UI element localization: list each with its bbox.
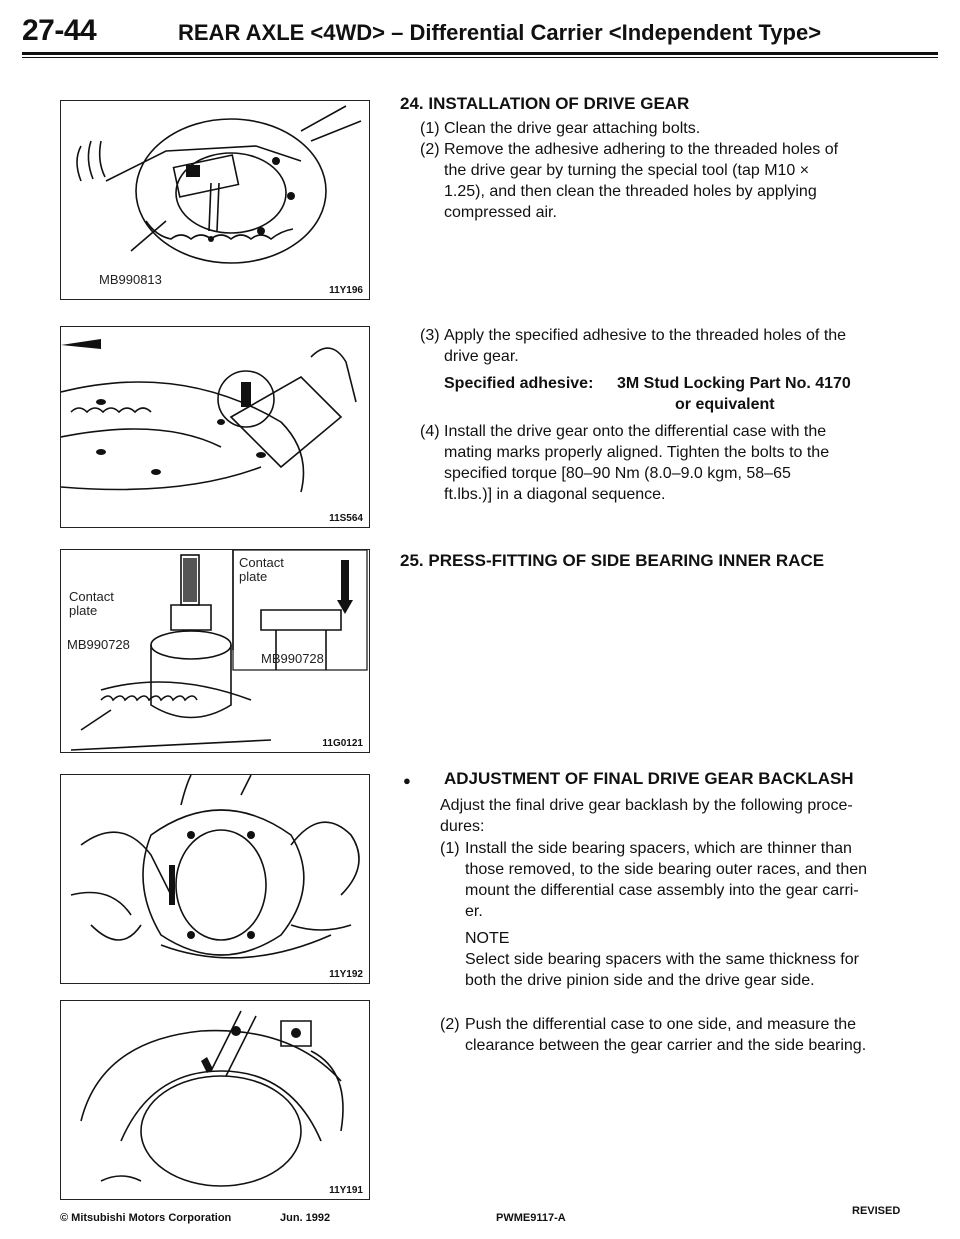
step-text: Remove the adhesive adhering to the threaded holes of (444, 141, 839, 158)
figure-code: 11Y192 (329, 969, 363, 980)
figure-code: 11Y191 (329, 1185, 363, 1196)
header-rule (22, 52, 938, 55)
figure-label-tool: MB990728 (67, 637, 130, 652)
step-text: clearance between the gear carrier and the side bearing. (465, 1037, 867, 1054)
step-text: Apply the specified adhesive to the threaded holes of the (444, 327, 847, 344)
step-text: compressed air. (444, 204, 557, 221)
footer-date: Jun. 1992 (280, 1212, 331, 1224)
footer-copyright: © Mitsubishi Motors Corporation (60, 1212, 232, 1224)
step-text: Clean the drive gear attaching bolts. (444, 120, 701, 137)
page-number: 27-44 (22, 14, 97, 47)
adjustment-intro: dures: (440, 818, 485, 835)
figure-install-case-illustration (61, 775, 369, 983)
step-number: (3) (420, 327, 440, 344)
figure-label-tool-inset: MB990728 (261, 651, 324, 666)
step-text: drive gear. (444, 348, 519, 365)
figure-tap-drive-gear (60, 100, 370, 300)
footer-revised: REVISED (852, 1205, 901, 1217)
step-number: (2) (440, 1016, 460, 1033)
page-title: REAR AXLE <4WD> – Differential Carrier <Independent Type> (178, 20, 822, 45)
figure-label-plate: plate (69, 603, 98, 618)
adjustment-intro: Adjust the final drive gear backlash by the following proce- (440, 797, 853, 814)
step-text: ft.lbs.)] in a diagonal sequence. (444, 486, 666, 503)
figure-code: 11G0121 (322, 738, 363, 749)
section-25-heading: 25. PRESS-FITTING OF SIDE BEARING INNER RACE (400, 551, 825, 570)
figure-measure-clearance (60, 1000, 370, 1200)
bullet-icon: ● (403, 773, 411, 788)
figure-label-tool: MB990813 (99, 272, 162, 287)
step-number: (2) (420, 141, 440, 158)
figure-label-plate-inset: plate (239, 569, 268, 584)
figure-tap-illustration (61, 101, 369, 299)
step-text: Push the differential case to one side, and measure the (465, 1016, 857, 1033)
spec-value: 3M Stud Locking Part No. 4170 (617, 375, 851, 392)
figure-label-contact-inset: Contact (239, 555, 284, 570)
step-text: mating marks properly aligned. Tighten the bolts to the (444, 444, 830, 461)
step-text: the drive gear by turning the special tool (tap M10 × (444, 162, 810, 179)
figure-label-contact: Contact (69, 589, 114, 604)
header-rule-thin (22, 57, 938, 58)
figure-install-case (60, 774, 370, 984)
step-text: er. (465, 903, 483, 920)
step-text: specified torque [80–90 Nm (8.0–9.0 kgm, 58–65 (444, 465, 791, 482)
figure-clearance-illustration (61, 1001, 369, 1199)
spec-label: Specified adhesive: (444, 375, 594, 392)
note-text: both the drive pinion side and the drive gear side. (465, 972, 815, 989)
adjustment-heading: ADJUSTMENT OF FINAL DRIVE GEAR BACKLASH (444, 769, 854, 788)
step-text: Install the side bearing spacers, which are thinner than (465, 840, 852, 857)
step-text: 1.25), and then clean the threaded holes by applying (444, 183, 817, 200)
step-text: Install the drive gear onto the differential case with the (444, 423, 827, 440)
section-24-heading: 24. INSTALLATION OF DRIVE GEAR (400, 94, 690, 113)
step-text: mount the differential case assembly into the gear carri- (465, 882, 859, 899)
figure-code: 11S564 (329, 513, 363, 524)
note-title: NOTE (465, 930, 510, 947)
step-number: (1) (420, 120, 440, 137)
figure-press-fit (60, 549, 370, 753)
figure-code: 11Y196 (329, 285, 363, 296)
footer-code: PWME9117-A (496, 1212, 566, 1224)
figure-adhesive-illustration (61, 327, 369, 527)
step-text: those removed, to the side bearing outer races, and then (465, 861, 868, 878)
figure-apply-adhesive (60, 326, 370, 528)
step-number: (4) (420, 423, 440, 440)
step-number: (1) (440, 840, 460, 857)
spec-value-continued: or equivalent (675, 396, 775, 413)
note-text: Select side bearing spacers with the same thickness for (465, 951, 859, 968)
